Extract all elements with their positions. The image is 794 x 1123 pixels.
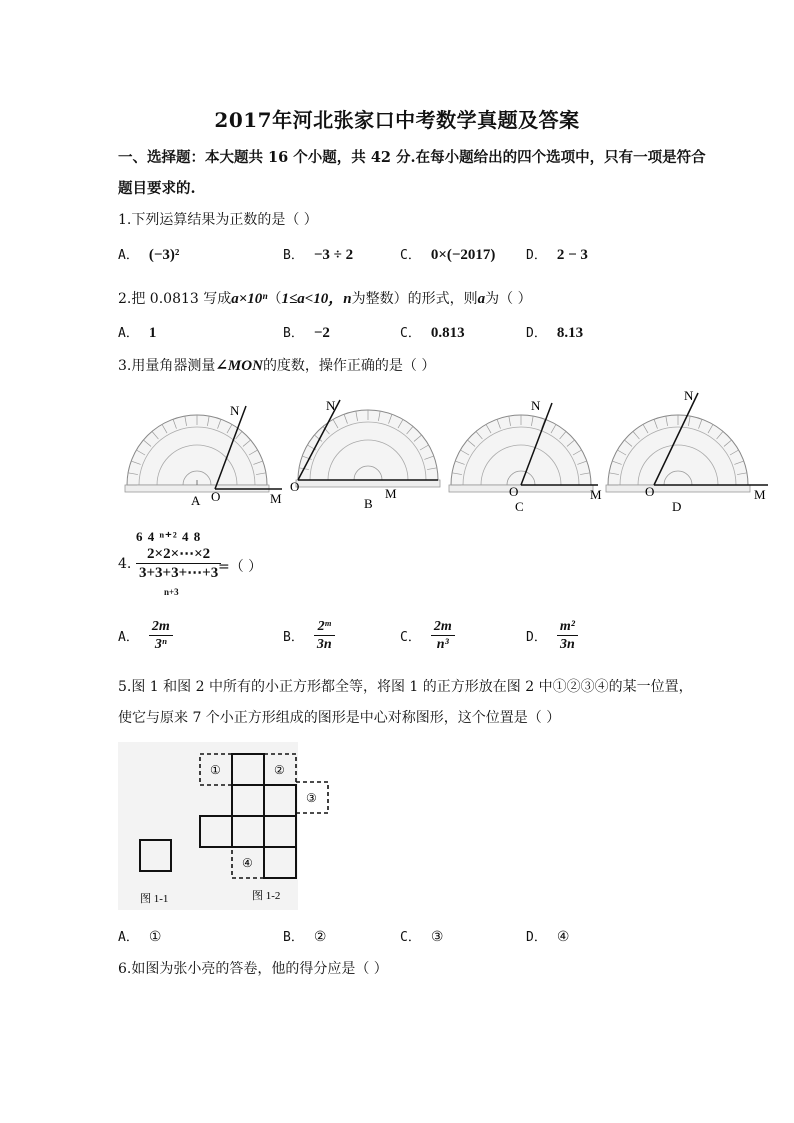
q1-option-c: C． 0×(−2017) — [400, 247, 496, 263]
label-n-c: N — [531, 398, 541, 413]
question-5-line1: 5.图 1 和图 2 中所有的小正方形都全等，将图 1 的正方形放在图 2 中①②③④的某一位置， — [118, 679, 693, 695]
question-2-stem: 2.把 0.0813 写成a×10ⁿ（1≤a<10，n为整数）的形式，则a为（ ） — [118, 291, 532, 307]
label-m-b: M — [385, 486, 397, 501]
q4-bottom-overlay: n+3 — [164, 587, 179, 597]
question-5-line2: 使它与原来 7 个小正方形组成的图形是中心对称图形，这个位置是（ ） — [118, 710, 561, 726]
q5-option-d: D． ④ — [526, 929, 570, 945]
label-o-c: O — [509, 484, 519, 499]
label-b: B — [364, 496, 373, 511]
section-heading-line1: 一、选择题：本大题共 16 个小题，共 42 分.在每小题给出的四个选项中，只有一项是符合 — [118, 149, 706, 166]
q4-option-b: B． $\frac{\text{2ᵐ}}{3n}$ — [283, 618, 335, 653]
q1-option-a: A． (−3)² — [118, 247, 180, 263]
question-1-stem: 1.下列运算结果为正数的是（ ） — [118, 212, 318, 228]
label-n-b: N — [326, 398, 336, 413]
section-heading-line2: 题目要求的. — [118, 180, 196, 197]
label-n-d: N — [684, 388, 694, 403]
label-o-a: O — [211, 489, 221, 504]
fig1-caption: 图 1-1 — [140, 893, 169, 905]
label-o-d: O — [645, 484, 655, 499]
q4-tail: =（ ） — [218, 559, 263, 575]
protractor-figure-d — [606, 415, 750, 492]
q5-option-c: C． ③ — [400, 929, 444, 945]
square-figures — [118, 742, 358, 917]
label-d: D — [672, 499, 682, 514]
q2-option-d: D． 8.13 — [526, 325, 584, 341]
protractor-figure-b — [296, 410, 440, 487]
q2-option-b: B． −2 — [283, 325, 330, 341]
q4-option-a: A． $\frac{2m}{\text{3ⁿ}}$ — [118, 618, 173, 653]
label-c: C — [515, 499, 524, 514]
protractor-figure-a — [125, 415, 269, 492]
label-o-b: O — [290, 479, 300, 494]
label-n-a: N — [230, 403, 240, 418]
q2-option-a: A． 1 — [118, 325, 157, 341]
q1-option-d: D． 2 − 3 — [526, 247, 588, 263]
protractor-figure-c — [449, 415, 593, 492]
label-a: A — [191, 493, 201, 508]
mark-4: ④ — [242, 856, 253, 870]
question-4-number: 4. — [118, 556, 132, 572]
page-title: 2017年河北张家口中考数学真题及答案 — [214, 108, 580, 132]
q5-option-a: A． ① — [118, 929, 162, 945]
mark-1: ① — [210, 763, 221, 777]
q2-option-c: C． 0.813 — [400, 325, 465, 341]
protractor-figures — [118, 388, 778, 518]
label-m-a: M — [270, 491, 282, 506]
mark-2: ② — [274, 763, 285, 777]
q4-option-c: C． $\frac{2m}{\text{n³}}$ — [400, 618, 455, 653]
label-m-d: M — [754, 487, 766, 502]
question-3-stem: 3.用量角器测量∠MON的度数，操作正确的是（ ） — [118, 358, 436, 374]
question-6-stem: 6.如图为张小亮的答卷，他的得分应是（ ） — [118, 961, 388, 977]
label-m-c: M — [590, 487, 602, 502]
q5-option-b: B． ② — [283, 929, 327, 945]
q4-expression: $\frac{2\times 2\times\cdots\times 2}{3+3+3+\cdots+3}$ — [136, 545, 221, 582]
mark-3: ③ — [306, 791, 317, 805]
q1-option-b: B． −3 ÷ 2 — [283, 247, 354, 263]
q4-option-d: D． $\frac{\text{m²}}{3n}$ — [526, 618, 578, 653]
q4-top-overlay: 6 4 ⁿ⁺² 4 8 — [136, 529, 202, 544]
fig2-caption: 图 1-2 — [252, 890, 281, 902]
